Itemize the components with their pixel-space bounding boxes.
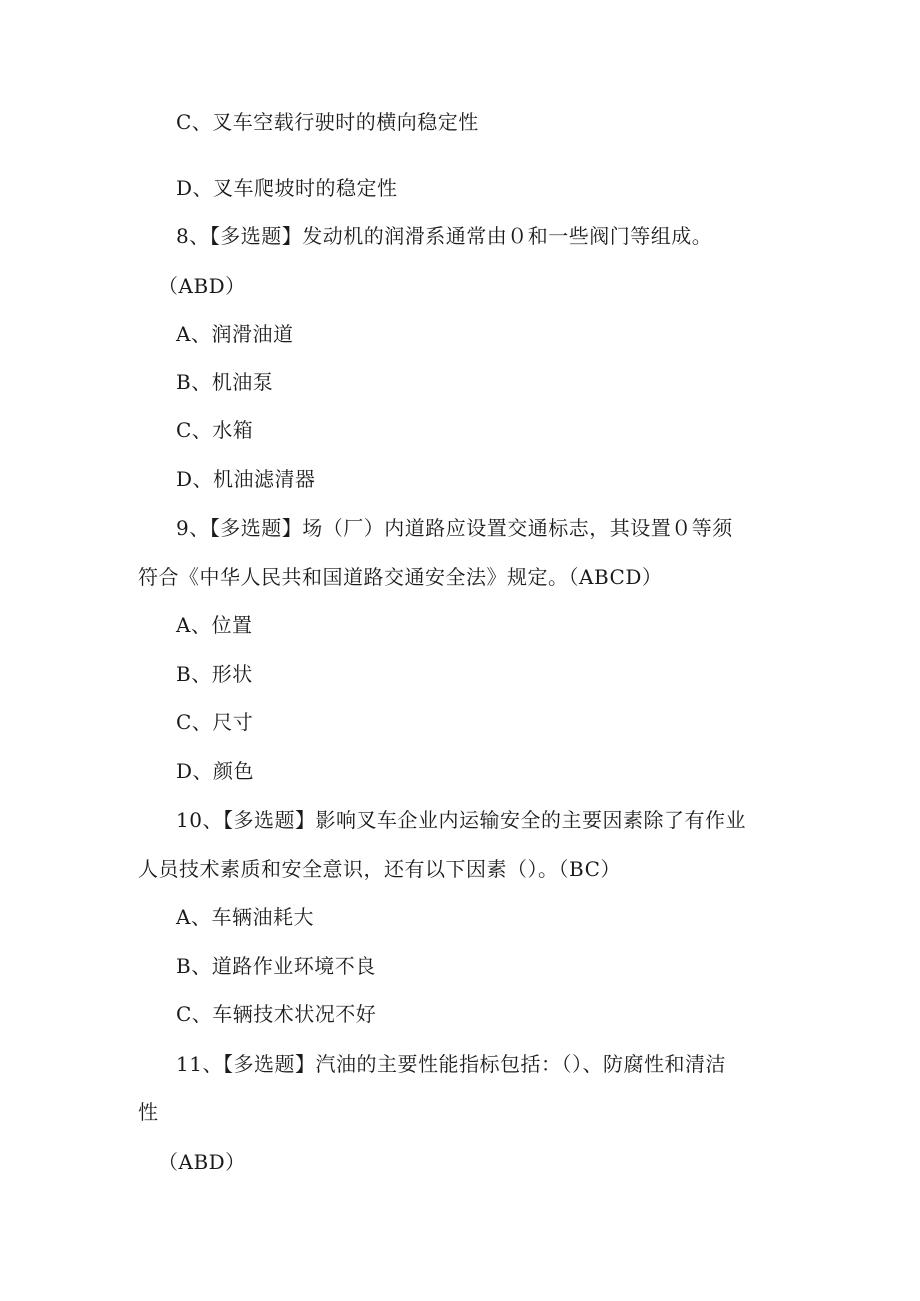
q7-option-c: C、叉车空载行驶时的横向稳定性 xyxy=(176,110,479,134)
q11-question-cont: 性 xyxy=(138,1100,159,1124)
q9-option-d: D、颜色 xyxy=(176,759,255,783)
q8-answer: （ABD） xyxy=(158,274,246,298)
q11-answer: （ABD） xyxy=(158,1150,246,1174)
q9-option-c: C、尺寸 xyxy=(176,710,254,734)
q10-option-c: C、车辆技术状况不好 xyxy=(176,1002,377,1026)
q8-option-b: B、机油泵 xyxy=(176,370,274,394)
q10-question: 10、【多选题】影响叉车企业内运输安全的主要因素除了有作业 xyxy=(176,808,746,832)
q9-option-a: A、位置 xyxy=(176,613,253,637)
q7-option-d: D、叉车爬坡时的稳定性 xyxy=(176,176,398,200)
q10-question-cont: 人员技术素质和安全意识，还有以下因素（）。（BC） xyxy=(138,857,621,881)
q8-option-c: C、水箱 xyxy=(176,418,254,442)
q9-question: 9、【多选题】场（厂）内道路应设置交通标志，其设置０等须 xyxy=(176,516,733,540)
q9-option-b: B、形状 xyxy=(176,662,253,686)
q8-option-a: A、润滑油道 xyxy=(176,322,294,346)
q10-option-a: A、车辆油耗大 xyxy=(176,905,314,929)
q11-question: 11、【多选题】汽油的主要性能指标包括：（）、防腐性和清洁 xyxy=(176,1052,726,1076)
q9-question-cont: 符合《中华人民共和国道路交通安全法》规定。（ABCD） xyxy=(138,565,663,589)
q8-question: 8、【多选题】发动机的润滑系通常由０和一些阀门等组成。 xyxy=(176,224,713,248)
q8-option-d: D、机油滤清器 xyxy=(176,467,316,491)
q10-option-b: B、道路作业环境不良 xyxy=(176,954,376,978)
